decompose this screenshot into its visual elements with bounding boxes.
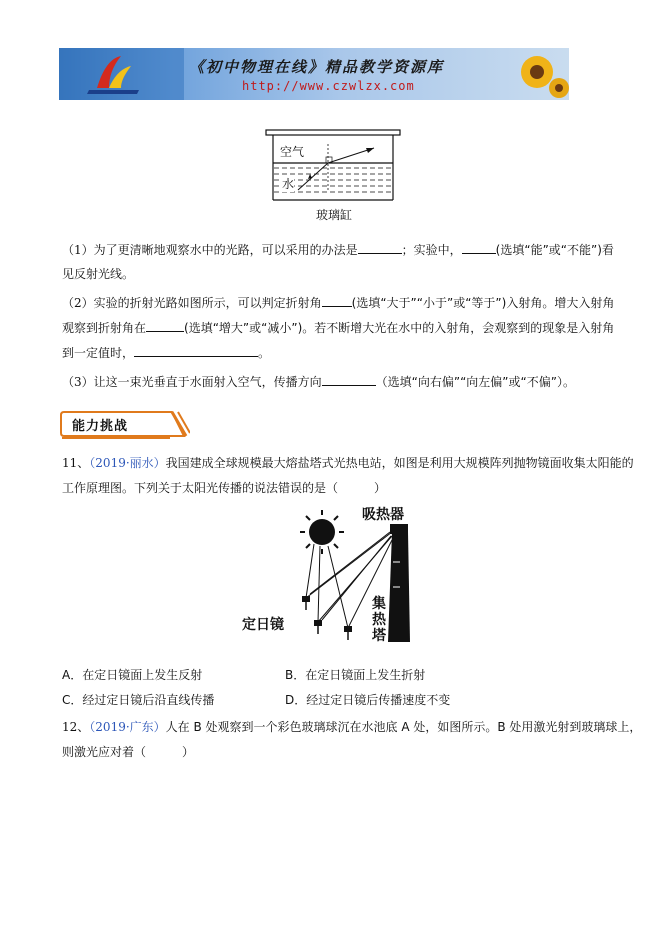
q3-line: [62, 372, 575, 392]
label-water: 水: [282, 177, 295, 191]
q12-line2: 则激光应对着（ ）: [62, 745, 195, 759]
q1-text-b: ；实验中，: [401, 243, 462, 257]
section-badge: [60, 409, 190, 439]
q2-line3: [62, 343, 270, 363]
tower-label-char-2: 热: [372, 612, 386, 628]
mirror-label: 定日镜: [242, 617, 284, 633]
tank-figure: [264, 128, 404, 220]
section-label: 能力挑战: [72, 419, 129, 434]
q12-line1: [62, 717, 641, 737]
q12-source: 2019·广东: [95, 720, 154, 734]
header-banner: [59, 48, 569, 100]
q12-text-a: 人在 B 处观察到一个彩色玻璃球沉在水池底 A 处，如图所示。B 处用激光射到玻璃球上，: [165, 720, 642, 734]
tower-label: [372, 596, 386, 644]
q1-blank-method[interactable]: [358, 240, 402, 254]
q12-source-open: （: [89, 720, 96, 734]
q11-line2: 工作原理图。下列关于太阳光传播的说法错误的是（ ）: [62, 481, 387, 495]
q2-line2: [62, 318, 614, 338]
q11-number: 11、: [62, 456, 90, 470]
q11-text-a: 我国建成全球规模最大熔盐塔式光热电站，如图是利用大规模阵列抛物镜面收集太阳能的: [165, 456, 634, 470]
solar-tower-figure: [240, 502, 430, 654]
tank-diagram: [264, 128, 404, 208]
q3-blank-direction[interactable]: [322, 372, 376, 386]
q2-blank-change[interactable]: [146, 318, 184, 332]
q1-line1: [62, 240, 614, 260]
option-c[interactable]: C．经过定日镜后沿直线传播: [62, 693, 215, 707]
tower-label-char-3: 塔: [372, 628, 386, 644]
q2-number: （2）: [62, 296, 94, 310]
banner-title: 《初中物理在线》精品教学资源库: [189, 58, 445, 76]
q2-text-a: 实验的折射光路如图所示，可以判定折射角: [93, 296, 322, 310]
q1-text-c: (选填“能”或“不能”)看: [495, 243, 614, 257]
banner-url: http://www.czwlzx.com: [242, 79, 415, 93]
sun-icon: [300, 510, 344, 554]
q11-source: 2019·丽水: [95, 456, 154, 470]
tank-caption: 玻璃缸: [316, 208, 353, 222]
q2-text-f: 。: [258, 346, 271, 360]
q2-blank-phenomenon[interactable]: [134, 343, 258, 357]
q3-text-b: （选填“向右偏”“向左偏”或“不偏”）。: [375, 375, 575, 389]
tower-label-char-1: 集: [372, 596, 386, 612]
q1-text-a: 为了更清晰地观察水中的光路，可以采用的办法是: [93, 243, 358, 257]
absorber-label: 吸热器: [362, 507, 404, 523]
q2-text-e: 到一定值时，: [62, 346, 135, 360]
q11-source-open: （: [89, 456, 96, 470]
q1-number: （1）: [62, 243, 94, 257]
q2-blank-compare[interactable]: [322, 293, 352, 307]
q12-source-close: ）: [153, 720, 166, 734]
q2-text-d: (选填“增大”或“减小”)。若不断增大光在水中的入射角，会观察到的现象是入射角: [184, 321, 615, 335]
q3-text-a: 让这一束光垂直于水面射入空气，传播方向: [93, 375, 322, 389]
heliostat-mirrors: [302, 596, 352, 640]
q2-text-b: (选填“大于”“小于”或“等于”)入射角。增大入射角: [351, 296, 615, 310]
option-b[interactable]: B．在定日镜面上发生折射: [285, 668, 426, 682]
option-a[interactable]: A．在定日镜面上发生反射: [62, 668, 203, 682]
q11-source-close: ）: [153, 456, 166, 470]
option-d[interactable]: D．经过定日镜后传播速度不变: [285, 693, 451, 707]
q1-blank-visible[interactable]: [462, 240, 496, 254]
q1-line2: 见反射光线。: [62, 267, 135, 281]
q11-line1: [62, 453, 634, 473]
label-air: 空气: [280, 145, 305, 159]
q12-number: 12、: [62, 720, 90, 734]
q3-number: （3）: [62, 375, 94, 389]
q2-text-c: 观察到折射角在: [62, 321, 147, 335]
q2-line1: [62, 293, 614, 313]
